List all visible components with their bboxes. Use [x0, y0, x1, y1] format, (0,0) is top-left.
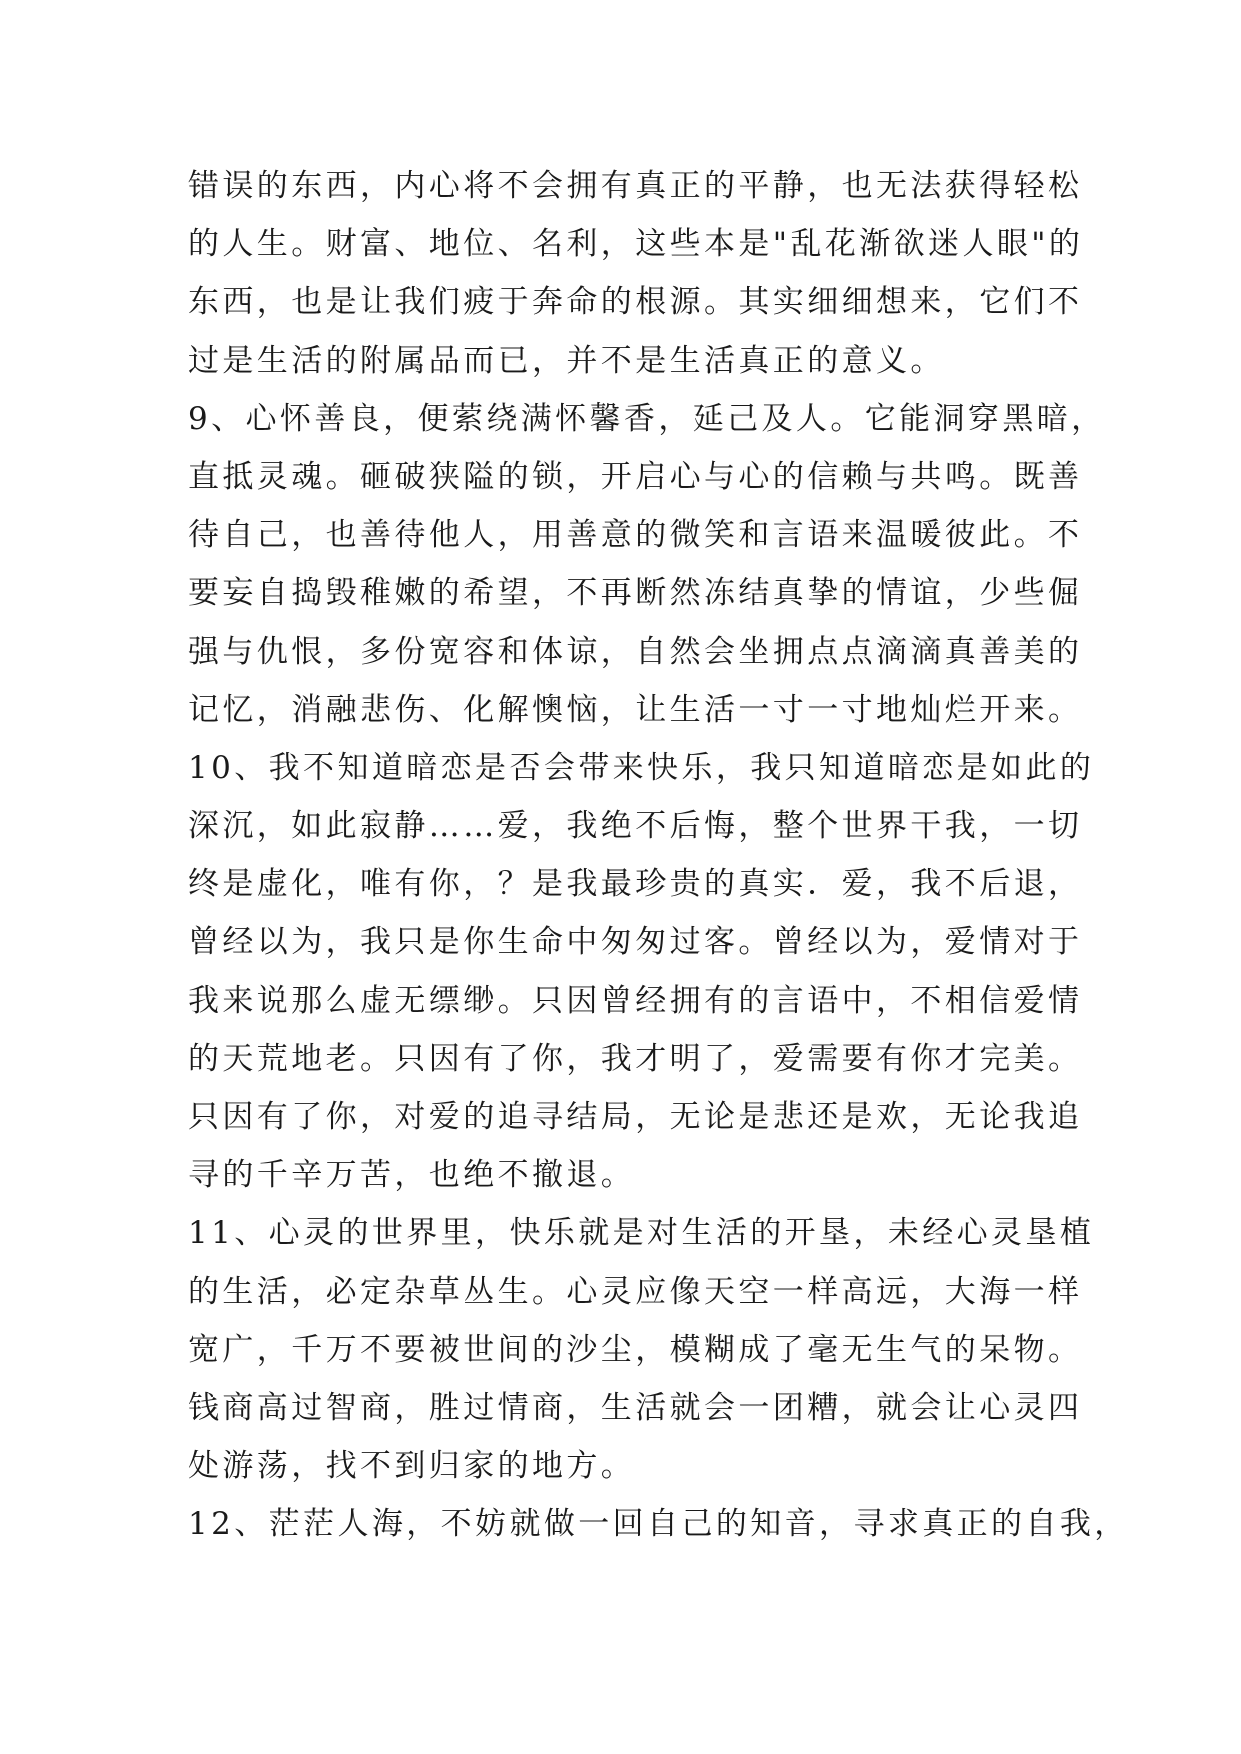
- text-line: 的人生。财富、地位、名利，这些本是"乱花渐欲迷人眼"的: [188, 226, 1084, 263]
- text-line: 强与仇恨，多份宽容和体谅，自然会坐拥点点滴滴真善美的: [188, 633, 1083, 670]
- text-line: 寻的千辛万苦，也绝不撤退。: [188, 1157, 636, 1194]
- body-text: [188, 157, 1129, 1554]
- text-line: 待自己，也善待他人，用善意的微笑和言语来温暖彼此。不: [188, 517, 1083, 554]
- text-line: 过是生活的附属品而已，并不是生活真正的意义。: [188, 342, 945, 379]
- text-line: 错误的东西，内心将不会拥有真正的平静，也无法获得轻松: [188, 168, 1083, 204]
- text-line: 10、我不知道暗恋是否会带来快乐，我只知道暗恋是如此的: [188, 749, 1095, 786]
- text-line: 要妄自捣毁稚嫩的希望，不再断然冻结真挚的情谊，少些倔: [188, 575, 1083, 612]
- text-line: 的生活，必定杂草丛生。心灵应像天空一样高远，大海一样: [188, 1273, 1083, 1310]
- text-line: 9、心怀善良，便萦绕满怀馨香，延己及人。它能洞穿黑暗，: [188, 400, 1106, 437]
- text-line: 我来说那么虚无缥缈。只因曾经拥有的言语中，不相信爱情: [188, 982, 1083, 1019]
- text-line: 11、心灵的世界里，快乐就是对生活的开垦，未经心灵垦植: [188, 1215, 1095, 1252]
- text-line: 的天荒地老。只因有了你，我才明了，爱需要有你才完美。: [188, 1040, 1083, 1077]
- text-line: 东西，也是让我们疲于奔命的根源。其实细细想来，它们不: [188, 284, 1083, 321]
- text-line: 终是虚化，唯有你，？是我最珍贵的真实．爱，我不后退，: [188, 866, 1083, 903]
- text-line: 曾经以为，我只是你生命中匆匆过客。曾经以为，爱情对于: [188, 924, 1083, 961]
- text-line: 深沉，如此寂静……爱，我绝不后悔，整个世界干我，一切: [188, 808, 1083, 845]
- text-line: 只因有了你，对爱的追寻结局，无论是悲还是欢，无论我追: [188, 1099, 1083, 1135]
- text-line: 12、茫茫人海，不妨就做一回自己的知音，寻求真正的自我，: [188, 1506, 1129, 1543]
- text-line: 直抵灵魂。砸破狭隘的锁，开启心与心的信赖与共鸣。既善: [188, 458, 1083, 495]
- text-line: 处游荡，找不到归家的地方。: [188, 1448, 636, 1485]
- text-line: 宽广，千万不要被世间的沙尘，模糊成了毫无生气的呆物。: [188, 1331, 1083, 1368]
- text-line: 钱商高过智商，胜过情商，生活就会一团糟，就会让心灵四: [188, 1389, 1083, 1426]
- text-line: 记忆，消融悲伤、化解懊恼，让生活一寸一寸地灿烂开来。: [188, 691, 1083, 728]
